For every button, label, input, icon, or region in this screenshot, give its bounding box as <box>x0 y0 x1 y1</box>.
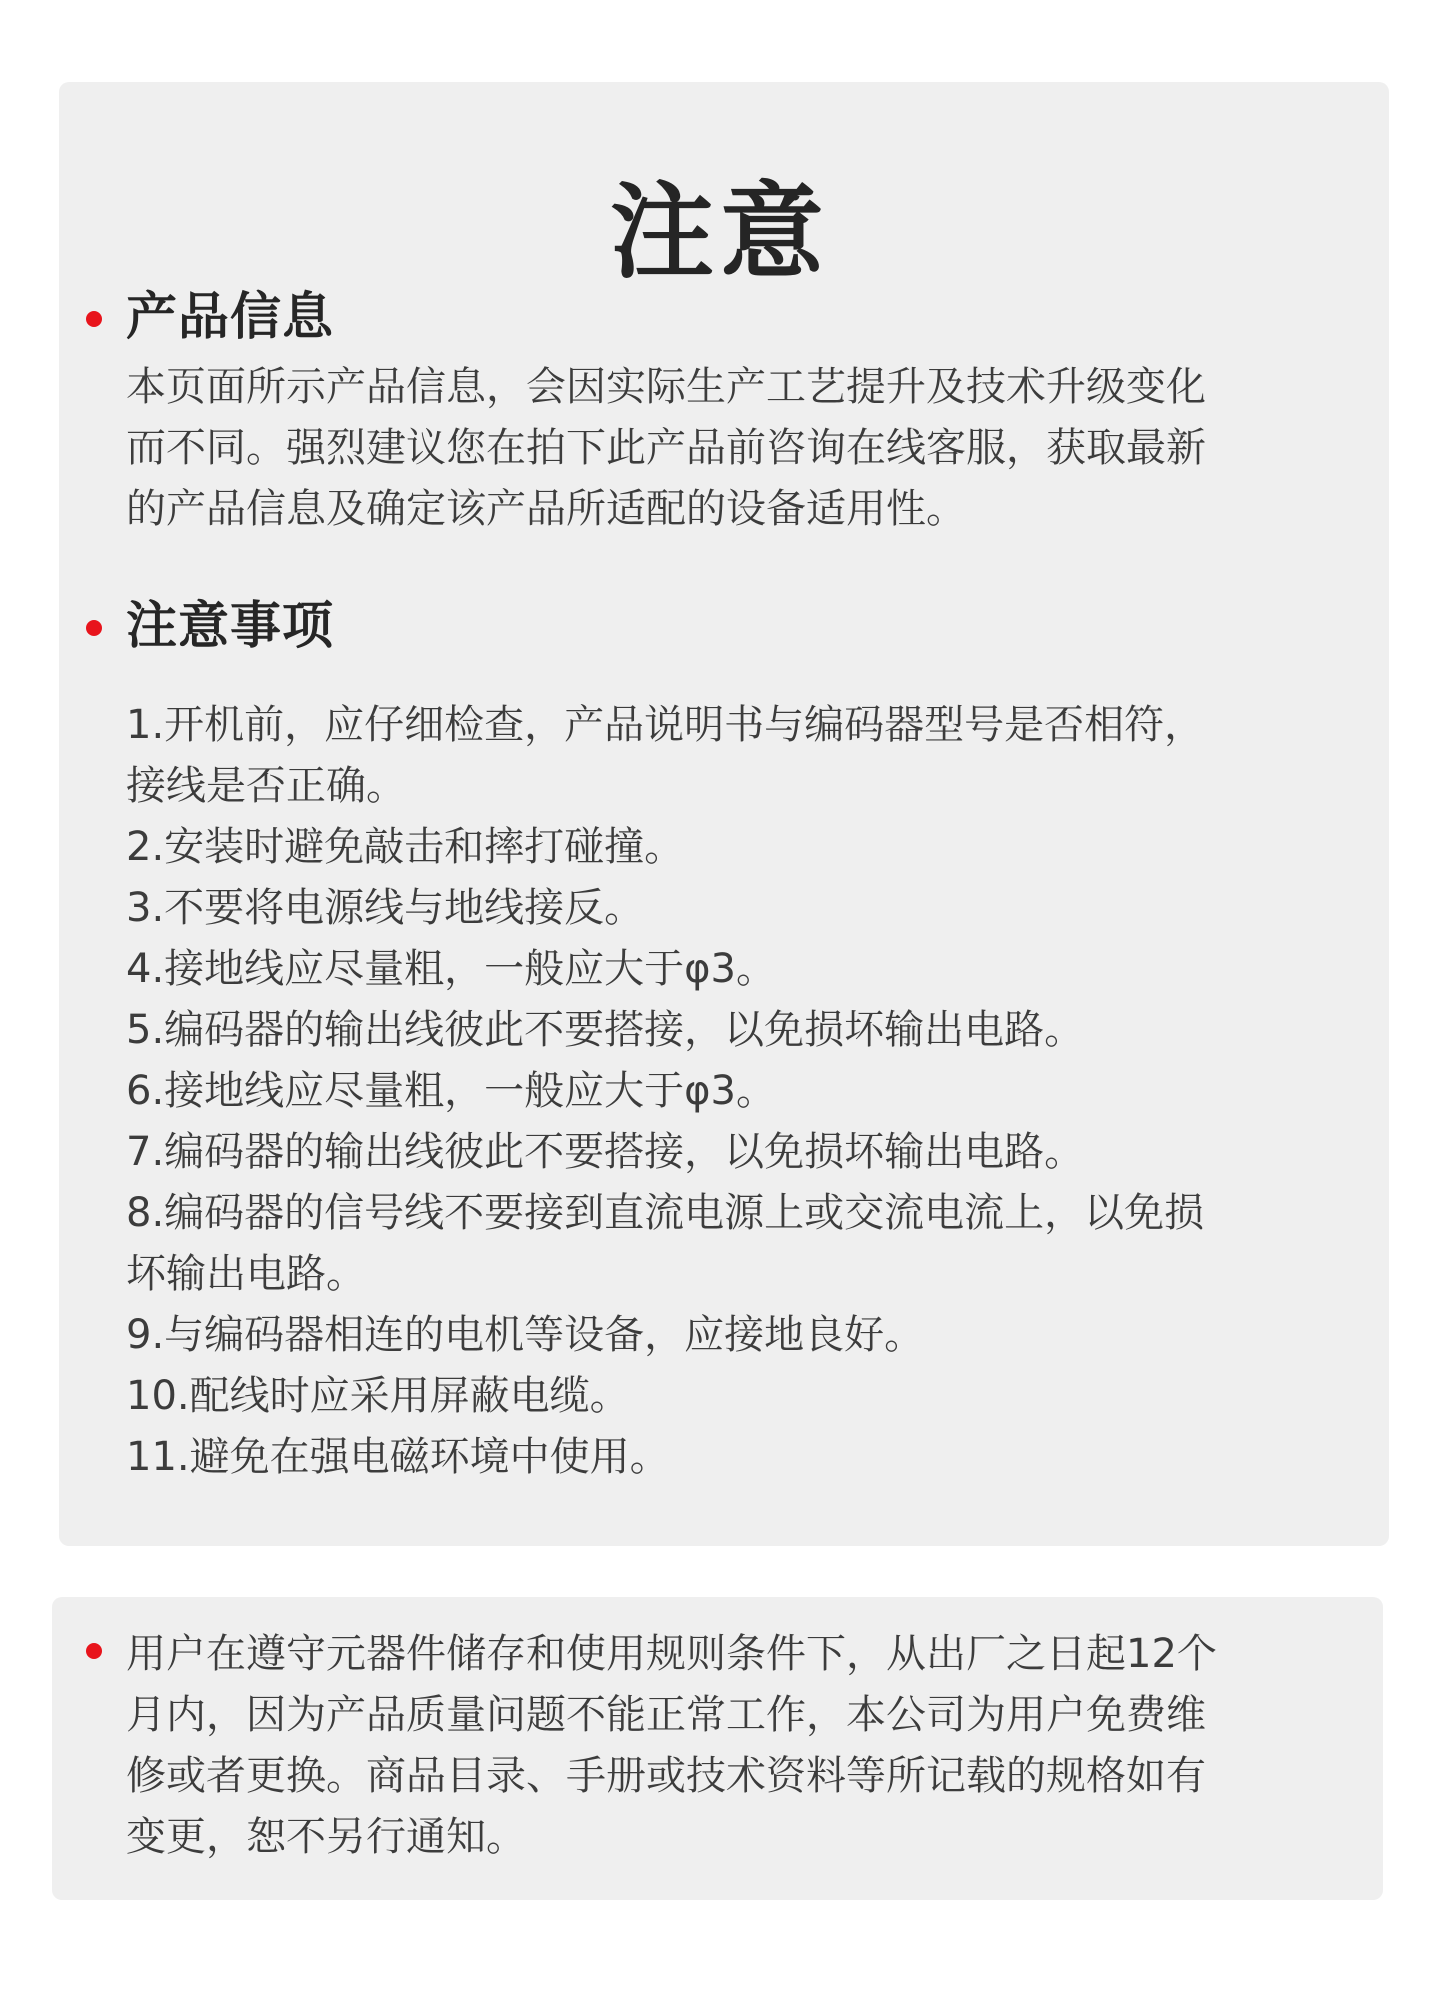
list-item: 10.配线时应采用屏蔽电缆。 <box>126 1373 630 1419</box>
list-item: 5.编码器的输出线彼此不要搭接，以免损坏输出电路。 <box>126 1007 1085 1053</box>
list-item: 1.开机前，应仔细检查，产品说明书与编码器型号是否相符， <box>126 702 1205 748</box>
product-info-heading: 产品信息 <box>126 288 335 347</box>
precautions-bullet-icon <box>86 620 102 636</box>
page-title: 注意 <box>609 170 830 293</box>
warranty-text: 用户在遵守元器件储存和使用规则条件下，从出厂之日起12个 月内，因为产品质量问题不能正常工作，本公司为用户免费维 修或者更换。商品目录、手册或技术资料等所记载的规格如有 变更，恕不另行通知。 <box>126 1631 1217 1860</box>
list-item: 坏输出电路。 <box>126 1251 366 1297</box>
precautions-heading: 注意事项 <box>126 597 335 656</box>
list-item: 3.不要将电源线与地线接反。 <box>126 885 645 931</box>
product-info-bullet-icon <box>86 311 102 327</box>
list-item: 11.避免在强电磁环境中使用。 <box>126 1434 670 1480</box>
list-item: 9.与编码器相连的电机等设备，应接地良好。 <box>126 1312 925 1358</box>
warranty-section <box>126 1624 1326 1868</box>
list-item: 2.安装时避免敲击和摔打碰撞。 <box>126 824 685 870</box>
precautions-section <box>126 597 1326 1488</box>
list-item: 7.编码器的输出线彼此不要搭接，以免损坏输出电路。 <box>126 1129 1085 1175</box>
list-item: 6.接地线应尽量粗，一般应大于φ3。 <box>126 1068 776 1114</box>
list-item: 4.接地线应尽量粗，一般应大于φ3。 <box>126 946 776 992</box>
precautions-list <box>126 695 1326 1488</box>
product-info-text: 本页面所示产品信息，会因实际生产工艺提升及技术升级变化 而不同。强烈建议您在拍下此产品前咨询在线客服，获取最新 的产品信息及确定该产品所适配的设备适用性。 <box>126 364 1206 532</box>
product-info-section <box>126 288 1326 540</box>
list-item: 8.编码器的信号线不要接到直流电源上或交流电流上，以免损 <box>126 1190 1205 1236</box>
warranty-bullet-icon <box>86 1643 102 1659</box>
list-item: 接线是否正确。 <box>126 763 406 809</box>
